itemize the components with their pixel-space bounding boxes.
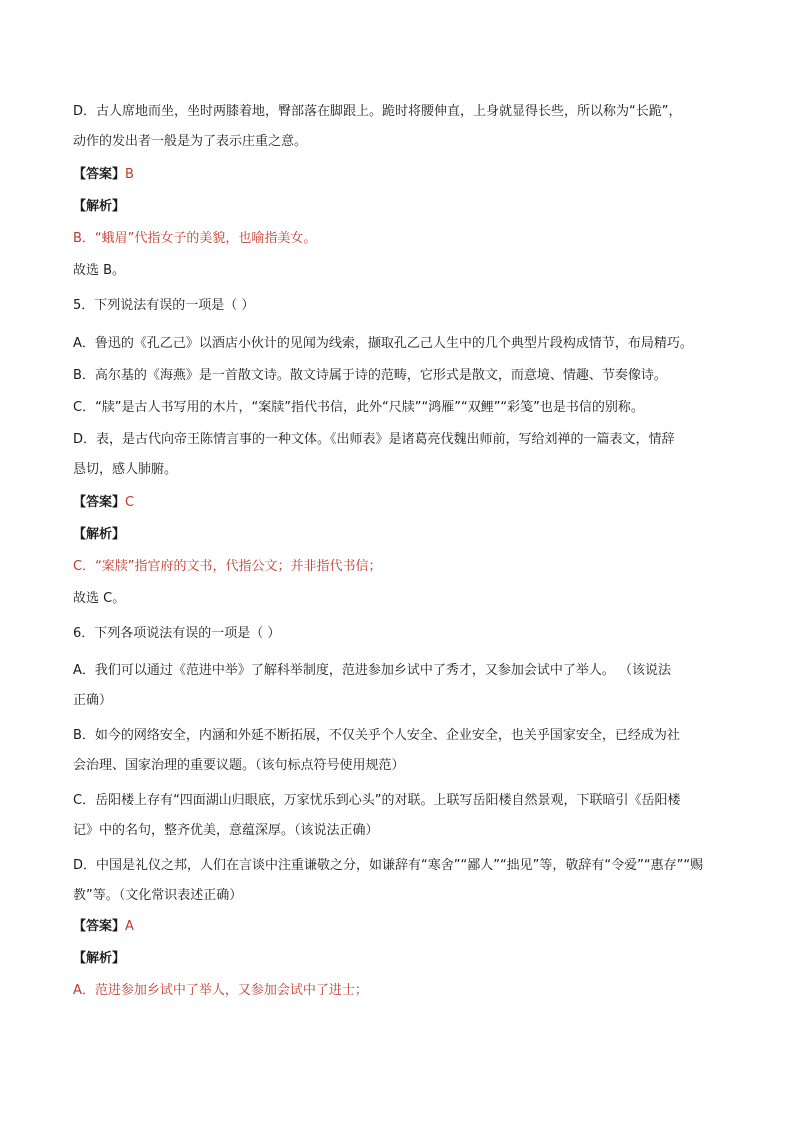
answer-value: A	[125, 919, 134, 934]
answer-tag: 【答案】	[73, 495, 126, 510]
q5-option-c: C．“牍”是古人书写用的木片，“案牍”指代书信，此外“尺牍”“鸿雁”“双鲤”“彩笺”也是书信的别称。	[73, 400, 644, 415]
q5-answer	[73, 494, 741, 512]
q4-conclusion: 故选 B。	[73, 263, 126, 278]
q6-option-d-line1: D．中国是礼仪之邦，人们在言谈中注重谦敬之分，如谦辞有“寒舍”“鄙人”“拙见”等，敬辞有“令爱”“惠存”“赐	[73, 858, 704, 873]
q5-option-a: A．鲁迅的《孔乙己》以酒店小伙计的见闻为线索，撷取孔乙己人生中的几个典型片段构成情节，布局精巧。	[73, 336, 693, 351]
q6-option-c-line2: 记》中的名句，整齐优美，意蕴深厚。（该说法正确）	[73, 823, 379, 838]
q5-analysis-text: C．“案牍”指官府的文书，代指公文；并非指代书信；	[73, 559, 382, 574]
q6-option-a-line1: A．我们可以通过《范进中举》了解科举制度，范进参加乡试中了秀才，又参加会试中了举人。 （该说法	[73, 663, 672, 678]
q6-option-a-line2: 正确）	[73, 693, 113, 708]
q5-option-d-line1: D．表，是古代向帝王陈情言事的一种文体。《出师表》是诸葛亮伐魏出师前，写给刘禅的一篇表文，情辞	[73, 432, 675, 447]
q5-option-d-line2: 恳切，感人肺腑。	[73, 462, 178, 477]
q4-option-d-line1: D．古人席地而坐，坐时两膝着地，臀部落在脚跟上。跪时将腰伸直，上身就显得长些，所以称为“长跪”，	[73, 104, 682, 119]
q4-analysis-text: B．“蛾眉”代指女子的美貌，也喻指美女。	[73, 231, 317, 246]
q6-analysis-text: A．范进参加乡试中了举人，又参加会试中了进士；	[73, 983, 368, 998]
q5-analysis-tag: 【解析】	[73, 527, 126, 542]
q6-option-b-line2: 会治理、国家治理的重要议题。（该句标点符号使用规范）	[73, 758, 405, 773]
q4-answer	[73, 166, 741, 184]
q6-stem: 6．下列各项说法有误的一项是（ ）	[73, 626, 281, 641]
q5-option-b: B．高尔基的《海燕》是一首散文诗。散文诗属于诗的范畴，它形式是散文，而意境、情趣、节奏像诗。	[73, 368, 667, 383]
q6-answer	[73, 918, 741, 936]
q6-option-c-line1: C．岳阳楼上存有“四面湖山归眼底，万家忧乐到心头”的对联。上联写岳阳楼自然景观，下联暗引《岳阳楼	[73, 793, 681, 808]
answer-tag: 【答案】	[73, 919, 126, 934]
answer-tag: 【答案】	[73, 167, 126, 182]
answer-value: B	[125, 167, 134, 182]
answer-value: C	[125, 495, 135, 510]
q5-conclusion: 故选 C。	[73, 591, 126, 606]
q4-option-d-line2: 动作的发出者一般是为了表示庄重之意。	[73, 134, 308, 149]
q5-stem: 5．下列说法有误的一项是（ ）	[73, 298, 255, 313]
q6-option-d-line2: 教”等。（文化常识表述正确）	[73, 888, 243, 903]
q4-analysis-tag: 【解析】	[73, 199, 126, 214]
q6-option-b-line1: B．如今的网络安全，内涵和外延不断拓展，不仅关乎个人安全、企业安全，也关乎国家安全，已经成为社	[73, 728, 680, 743]
q6-analysis-tag: 【解析】	[73, 951, 126, 966]
